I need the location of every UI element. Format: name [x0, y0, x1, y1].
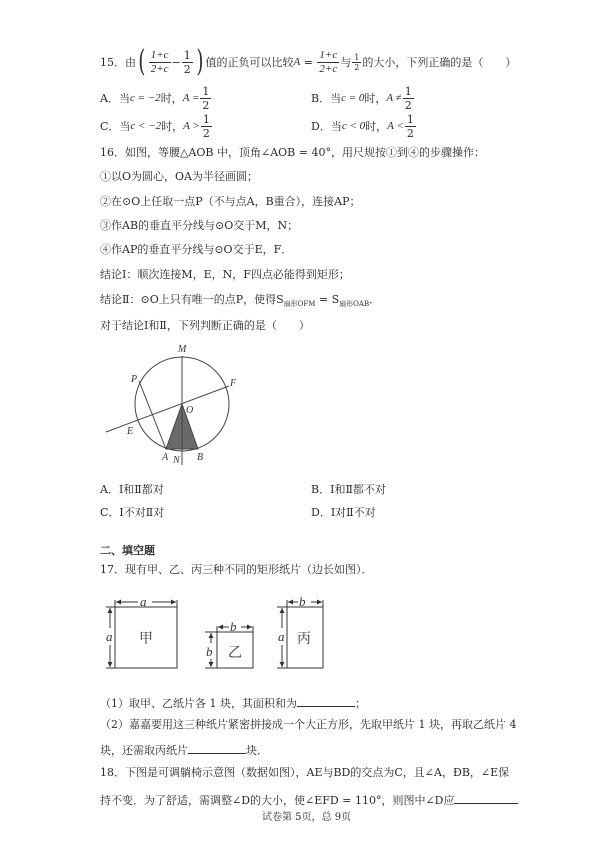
part-text: ；	[355, 697, 366, 710]
page-footer: 试卷第 5页，总 9页	[262, 812, 352, 823]
q16-stem: 16．如图，等腰△AOB 中，顶角∠AOB = 40°，用尺规按①到④的步骤操作：	[100, 146, 485, 159]
option-text: Ⅰ对Ⅱ不对	[330, 506, 376, 519]
label-yi-width: b	[230, 619, 237, 634]
option-label: C．	[100, 119, 120, 133]
part-text: （1）取甲、乙纸片各 1 块，其面积和为	[100, 697, 297, 710]
option-text: 当	[118, 91, 130, 105]
option-text: 时，	[161, 119, 184, 133]
option-relation: A <	[387, 119, 404, 132]
conclusion-text: 结论Ⅱ：⊙O上只有唯一的点P，使得S	[100, 293, 284, 306]
q17-part-1	[100, 695, 366, 709]
label-jia-width: a	[140, 594, 147, 609]
option-label: D．	[311, 506, 331, 519]
option-text: 时，	[365, 119, 388, 133]
fraction-half: $\frac{1}{2}$	[404, 84, 412, 112]
option-text: 当	[330, 91, 342, 105]
right-paren: )	[196, 44, 204, 79]
option-label: D．	[311, 119, 331, 133]
option-text: 时，	[160, 91, 183, 105]
q17-part-2-cont	[100, 742, 268, 756]
part-text: （2）嘉嘉要用这三种纸片紧密拼接成一个大正方形，先取甲纸片 1 块，再取乙纸片 4	[100, 718, 517, 731]
option-condition: c < −2	[130, 119, 162, 132]
fraction-1: $\frac{1+c}{2+c}$	[150, 48, 169, 75]
q16-step-2: ②在⊙O上任取一点P（不与点A，B重合），连接AP；	[100, 195, 361, 208]
option-relation: A ≠	[386, 91, 402, 104]
option-condition: c = 0	[341, 91, 365, 104]
option-label: C．	[100, 506, 120, 519]
q16-step-3: ③作AB的垂直平分线与⊙O交于M，N；	[100, 219, 299, 232]
q15-stem-text-3: 与	[340, 55, 352, 69]
fraction-half: $\frac{1}{2}$	[354, 52, 360, 72]
subscript: 扇形OFM	[283, 300, 316, 308]
label-b: B	[197, 452, 204, 463]
part-text: 块，还需取丙纸片	[100, 744, 188, 757]
q17-stem: 17．现有甲、乙、丙三种不同的矩形纸片（边长如图）．	[100, 563, 373, 576]
label-a: A	[162, 452, 169, 463]
label-e: E	[127, 426, 134, 437]
answer-blank-2[interactable]	[188, 742, 246, 754]
label-yi-height: b	[206, 644, 213, 659]
fraction-2: $\frac{1}{2}$	[183, 48, 191, 76]
q16-step-4: ④作AP的垂直平分线与⊙O交于E，F．	[100, 243, 293, 256]
answer-blank-3[interactable]	[454, 792, 518, 804]
section-title: 二、填空题	[100, 544, 155, 557]
q17-part-2	[100, 719, 516, 730]
option-label: B．	[311, 91, 331, 105]
q18-stem: 18．下图是可调躺椅示意图（数据如图），AE与BD的交点为C，且∠A，ÐB，∠E保	[100, 766, 510, 779]
label-p: P	[131, 374, 138, 385]
fraction-half: $\frac{1}{2}$	[202, 112, 210, 140]
left-paren: (	[138, 44, 146, 79]
label-bing-width: b	[299, 594, 306, 609]
label-jia-height: a	[106, 629, 113, 644]
option-text: 当	[330, 119, 342, 133]
conclusion-text: ．	[369, 293, 381, 306]
label-bing-height: a	[278, 629, 285, 644]
label-n: N	[173, 455, 180, 466]
option-label: A．	[100, 91, 119, 105]
option-relation: A >	[183, 119, 200, 132]
fraction-half: $\frac{1}{2}$	[202, 84, 210, 112]
option-label: A．	[100, 483, 119, 496]
fraction-A: $\frac{1+c}{2+c}$	[319, 48, 338, 75]
option-text: Ⅰ和Ⅱ都对	[118, 483, 164, 496]
option-text: 时，	[364, 91, 387, 105]
q16-conclusion-1: 结论Ⅰ：顺次连接M，E，N，F四点必能得到矩形；	[100, 268, 350, 281]
label-yi: 乙	[228, 646, 242, 661]
q15-number: 15．	[100, 55, 125, 69]
label-o: O	[186, 405, 194, 416]
label-bing: 丙	[297, 632, 311, 647]
option-label: B．	[311, 483, 331, 496]
var-A: A	[293, 55, 301, 68]
fraction-half: $\frac{1}{2}$	[406, 112, 414, 140]
label-f: F	[230, 378, 237, 389]
q15-stem-text-2: 值的正负可以比较	[205, 55, 294, 69]
q16-ask: 对于结论Ⅰ和Ⅱ，下列判断正确的是（ ）	[100, 319, 310, 332]
equals: =	[300, 55, 317, 69]
answer-blank-1[interactable]	[297, 695, 355, 707]
part-text: 块．	[246, 744, 268, 757]
q18-stem-cont	[100, 792, 518, 806]
label-jia: 甲	[139, 632, 153, 647]
minus-sign: −	[171, 55, 181, 69]
label-m: M	[178, 344, 187, 355]
option-relation: A =	[182, 91, 200, 104]
option-text: Ⅰ不对Ⅱ对	[119, 506, 165, 519]
q16-step-1: ①以O为圆心，OA为半径画圆；	[100, 170, 258, 183]
option-condition: c < 0	[341, 119, 366, 132]
stem-text: 持不变．为了舒适，需调整∠D的大小，使∠EFD = 110°，则图中∠D应	[100, 794, 455, 807]
conclusion-text: = S	[315, 293, 340, 306]
q15-stem-text-4: 的大小，下列正确的是（ ）	[362, 55, 517, 69]
q15-stem-text-1: 由	[125, 55, 136, 69]
subscript: 扇形OAB	[339, 300, 370, 308]
option-condition: c = −2	[129, 91, 161, 104]
option-text: 当	[119, 119, 131, 133]
option-text: Ⅰ和Ⅱ都不对	[330, 483, 386, 496]
